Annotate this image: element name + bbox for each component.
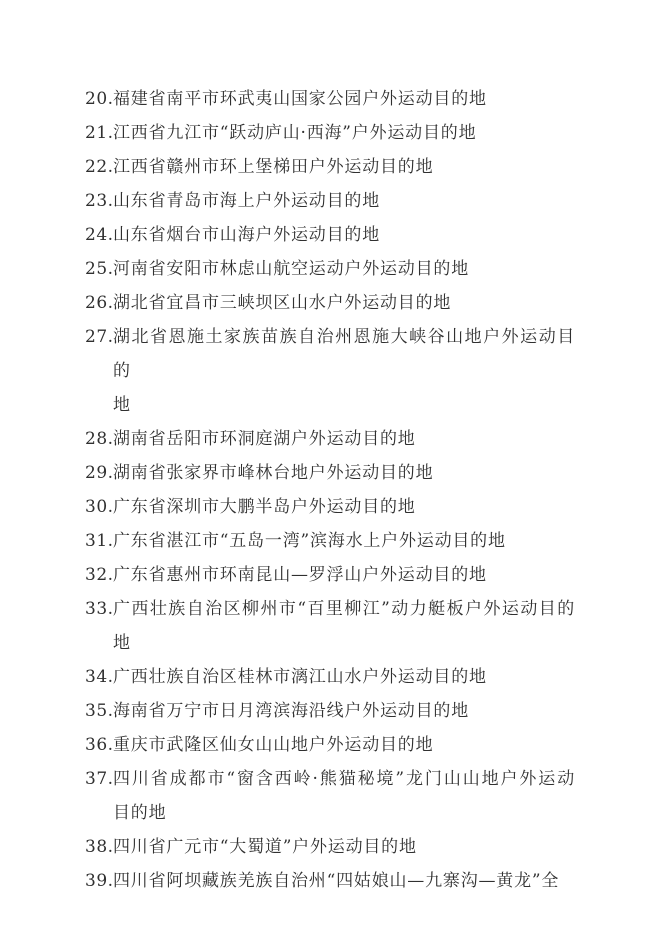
item-text-line: 湖北省恩施土家族苗族自治州恩施大峡谷山地户外运动目的 — [113, 327, 575, 381]
item-number: 39. — [85, 871, 114, 891]
list-item — [85, 422, 575, 456]
item-text-line: 福建省南平市环武夷山国家公园户外运动目的地 — [113, 89, 487, 109]
item-text-line: 地 — [113, 633, 131, 653]
list-item — [85, 320, 575, 422]
list-item — [85, 218, 575, 252]
item-text-line: 海南省万宁市日月湾滨海沿线户外运动目的地 — [113, 701, 469, 721]
item-number: 28. — [85, 429, 114, 449]
list-item — [85, 150, 575, 184]
item-number: 29. — [85, 463, 114, 483]
list-item — [85, 82, 575, 116]
item-text-line: 山东省青岛市海上户外运动目的地 — [113, 191, 380, 211]
list-item — [85, 524, 575, 558]
item-number: 38. — [85, 837, 114, 857]
item-text-line: 四川省阿坝藏族羌族自治州“四姑娘山—九寨沟—黄龙”全 — [113, 871, 560, 891]
item-number: 37. — [85, 769, 114, 789]
item-number: 26. — [85, 293, 114, 313]
list-item — [85, 864, 575, 898]
item-text-line: 广西壮族自治区柳州市“百里柳江”动力艇板户外运动目的 — [113, 599, 575, 619]
item-number: 21. — [85, 123, 114, 143]
destination-list — [85, 82, 575, 898]
item-number: 31. — [85, 531, 114, 551]
item-text-line: 广东省深圳市大鹏半岛户外运动目的地 — [113, 497, 416, 517]
item-number: 25. — [85, 259, 114, 279]
list-item — [85, 558, 575, 592]
list-item — [85, 694, 575, 728]
item-number: 35. — [85, 701, 114, 721]
list-item — [85, 728, 575, 762]
list-item — [85, 660, 575, 694]
list-item — [85, 762, 575, 830]
item-text-line: 湖南省张家界市峰林台地户外运动目的地 — [113, 463, 434, 483]
list-item — [85, 830, 575, 864]
item-number: 23. — [85, 191, 114, 211]
item-number: 20. — [85, 89, 114, 109]
item-text-line: 河南省安阳市林虑山航空运动户外运动目的地 — [113, 259, 469, 279]
item-number: 33. — [85, 599, 114, 619]
item-number: 22. — [85, 157, 114, 177]
item-text-line: 山东省烟台市山海户外运动目的地 — [113, 225, 380, 245]
item-number: 27. — [85, 327, 114, 347]
item-text-line: 四川省广元市“大蜀道”户外运动目的地 — [113, 837, 417, 857]
item-number: 36. — [85, 735, 114, 755]
item-text-line: 广东省湛江市“五岛一湾”滨海水上户外运动目的地 — [113, 531, 506, 551]
item-number: 32. — [85, 565, 114, 585]
item-text-line: 广东省惠州市环南昆山—罗浮山户外运动目的地 — [113, 565, 487, 585]
item-text-line: 江西省赣州市环上堡梯田户外运动目的地 — [113, 157, 434, 177]
list-item — [85, 490, 575, 524]
item-text-line: 地 — [113, 395, 131, 415]
list-item — [85, 286, 575, 320]
item-text-line: 湖南省岳阳市环洞庭湖户外运动目的地 — [113, 429, 416, 449]
item-number: 30. — [85, 497, 114, 517]
item-text-line: 湖北省宜昌市三峡坝区山水户外运动目的地 — [113, 293, 452, 313]
item-text-line: 江西省九江市“跃动庐山·西海”户外运动目的地 — [113, 123, 477, 143]
list-item — [85, 592, 575, 660]
item-text-line: 广西壮族自治区桂林市漓江山水户外运动目的地 — [113, 667, 487, 687]
item-number: 34. — [85, 667, 114, 687]
list-item — [85, 184, 575, 218]
list-item — [85, 116, 575, 150]
item-number: 24. — [85, 225, 114, 245]
list-item — [85, 252, 575, 286]
item-text-line: 四川省成都市“窗含西岭·熊猫秘境”龙门山山地户外运动 — [113, 769, 575, 789]
item-text-line: 重庆市武隆区仙女山山地户外运动目的地 — [113, 735, 434, 755]
list-item — [85, 456, 575, 490]
item-text-line: 目的地 — [113, 803, 167, 823]
